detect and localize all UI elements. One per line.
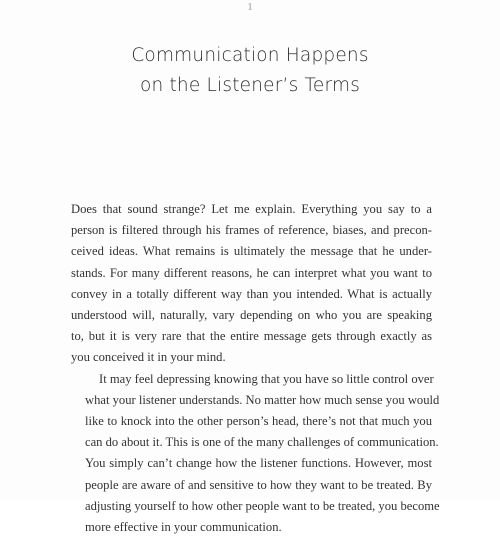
text-line: more effective in your communication. <box>85 520 282 535</box>
text-line: It may feel depressing knowing that you have so little control over <box>99 371 434 386</box>
chapter-title-line-2: on the Listener’s Terms <box>139 75 361 96</box>
paragraph-1 <box>71 199 432 369</box>
text-line: adjusting yourself to how other people want to be treated, you become <box>85 498 440 513</box>
text-line: what your listener understands. No matter how much sense you would <box>85 392 440 407</box>
text-line: person is filtered through his frames of reference, biases, and precon- <box>71 223 432 238</box>
text-line: You simply can’t change how the listener functions. However, most <box>85 456 432 471</box>
text-line: ceived ideas. What remains is ultimately the message that he under- <box>71 244 432 259</box>
paragraph-2 <box>71 369 440 538</box>
body-text <box>71 199 440 538</box>
text-line: stands. For many different reasons, he can interpret what you want to <box>71 265 432 280</box>
chapter-title-line-1: Communication Happens <box>131 45 369 66</box>
text-line: can do about it. This is one of the many challenges of communication. <box>85 435 439 450</box>
text-line: you conceived it in your mind. <box>71 350 226 365</box>
text-line: like to knock into the other person’s head, there’s not that much you <box>85 414 432 429</box>
text-line: people are aware of and sensitive to how they want to be treated. By <box>85 477 432 492</box>
text-line: understood will, naturally, vary depending on who you are speaking <box>71 308 432 323</box>
text-line: Does that sound strange? Let me explain. Everything you say to a <box>71 202 432 216</box>
text-line: to, but it is very rare that the entire message gets through exactly as <box>71 329 432 344</box>
text-line: convey in a totally different way than you intended. What is actually <box>71 286 432 301</box>
chapter-title <box>0 41 500 101</box>
chapter-number: 1 <box>247 1 253 13</box>
